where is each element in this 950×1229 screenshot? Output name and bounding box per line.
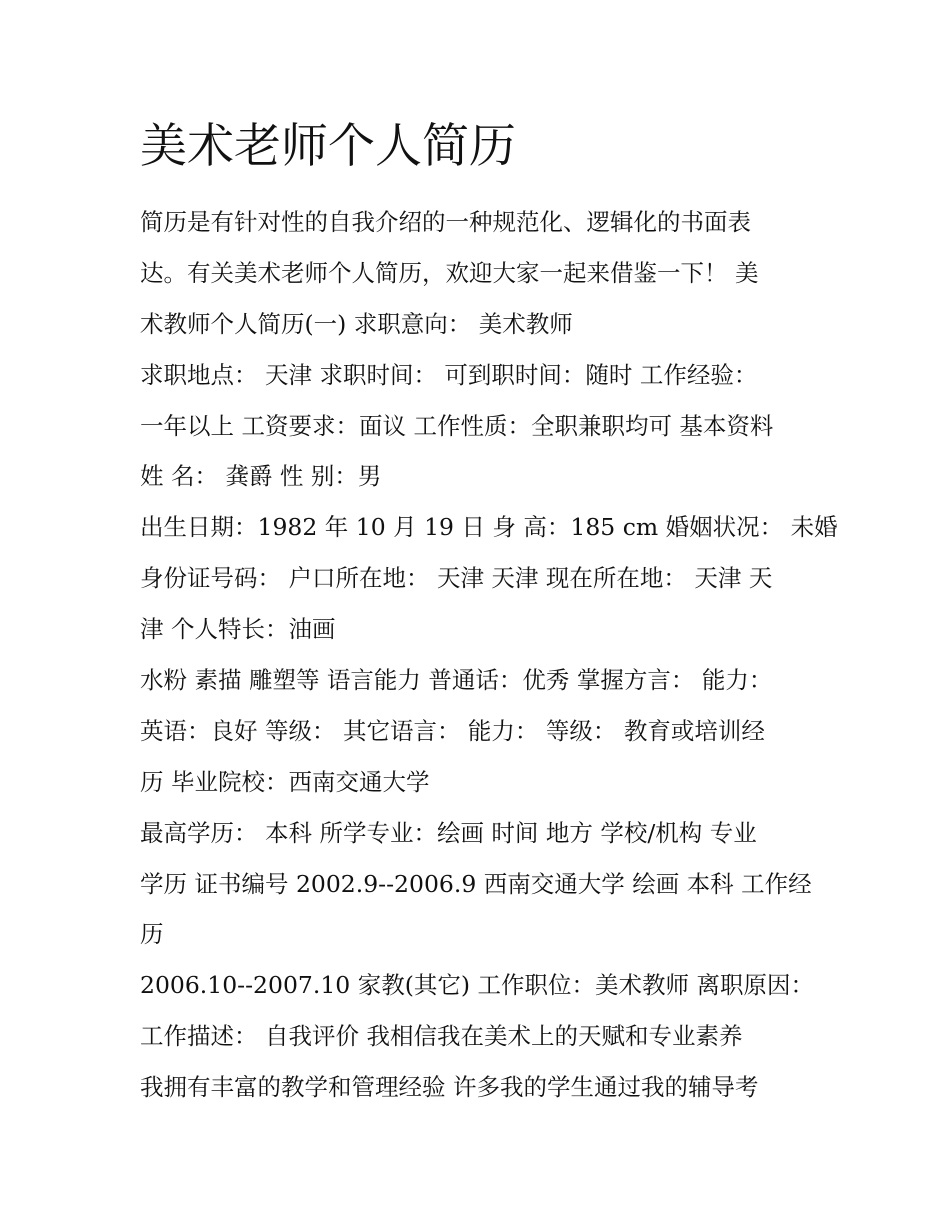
body-line: 水粉 素描 雕塑等 语言能力 普通话：优秀 掌握方言： 能力： [140, 666, 773, 695]
document-title: 美术老师个人简历 [140, 119, 516, 174]
body-line: 英语：良好 等级： 其它语言： 能力： 等级： 教育或培训经 [140, 716, 765, 745]
body-line: 历 [140, 920, 164, 949]
body-line: 最高学历： 本科 所学专业：绘画 时间 地方 学校/机构 专业 [140, 818, 757, 847]
body-line: 2006.10--2007.10 家教(其它) 工作职位：美术教师 离职原因： [140, 971, 814, 1000]
body-line: 姓 名： 龚爵 性 别：男 [140, 462, 382, 491]
document-body [140, 197, 838, 1113]
body-line: 求职地点： 天津 求职时间： 可到职时间：随时 工作经验： [140, 360, 758, 389]
body-line: 简历是有针对性的自我介绍的一种规范化、逻辑化的书面表 [140, 208, 751, 236]
body-line: 工作描述： 自我评价 我相信我在美术上的天赋和专业素养 [140, 1022, 743, 1051]
body-line: 学历 证书编号 2002.9--2006.9 西南交通大学 绘画 本科 工作经 [140, 869, 812, 898]
body-line: 历 毕业院校：西南交通大学 [140, 767, 430, 796]
body-line: 出生日期：1982 年 10 月 19 日 身 高：185 cm 婚姻状况： 未婚 [140, 513, 838, 542]
body-line: 一年以上 工资要求：面议 工作性质：全职兼职均可 基本资料 [140, 411, 774, 440]
body-line: 身份证号码： 户口所在地： 天津 天津 现在所在地： 天津 天 [140, 564, 773, 593]
body-line: 我拥有丰富的教学和管理经验 许多我的学生通过我的辅导考 [140, 1073, 759, 1102]
body-line: 津 个人特长：油画 [140, 615, 336, 644]
body-line: 术教师个人简历(一) 求职意向： 美术教师 [140, 309, 573, 338]
body-line: 达。有关美术老师个人简历，欢迎大家一起来借鉴一下！ 美 [140, 258, 759, 287]
